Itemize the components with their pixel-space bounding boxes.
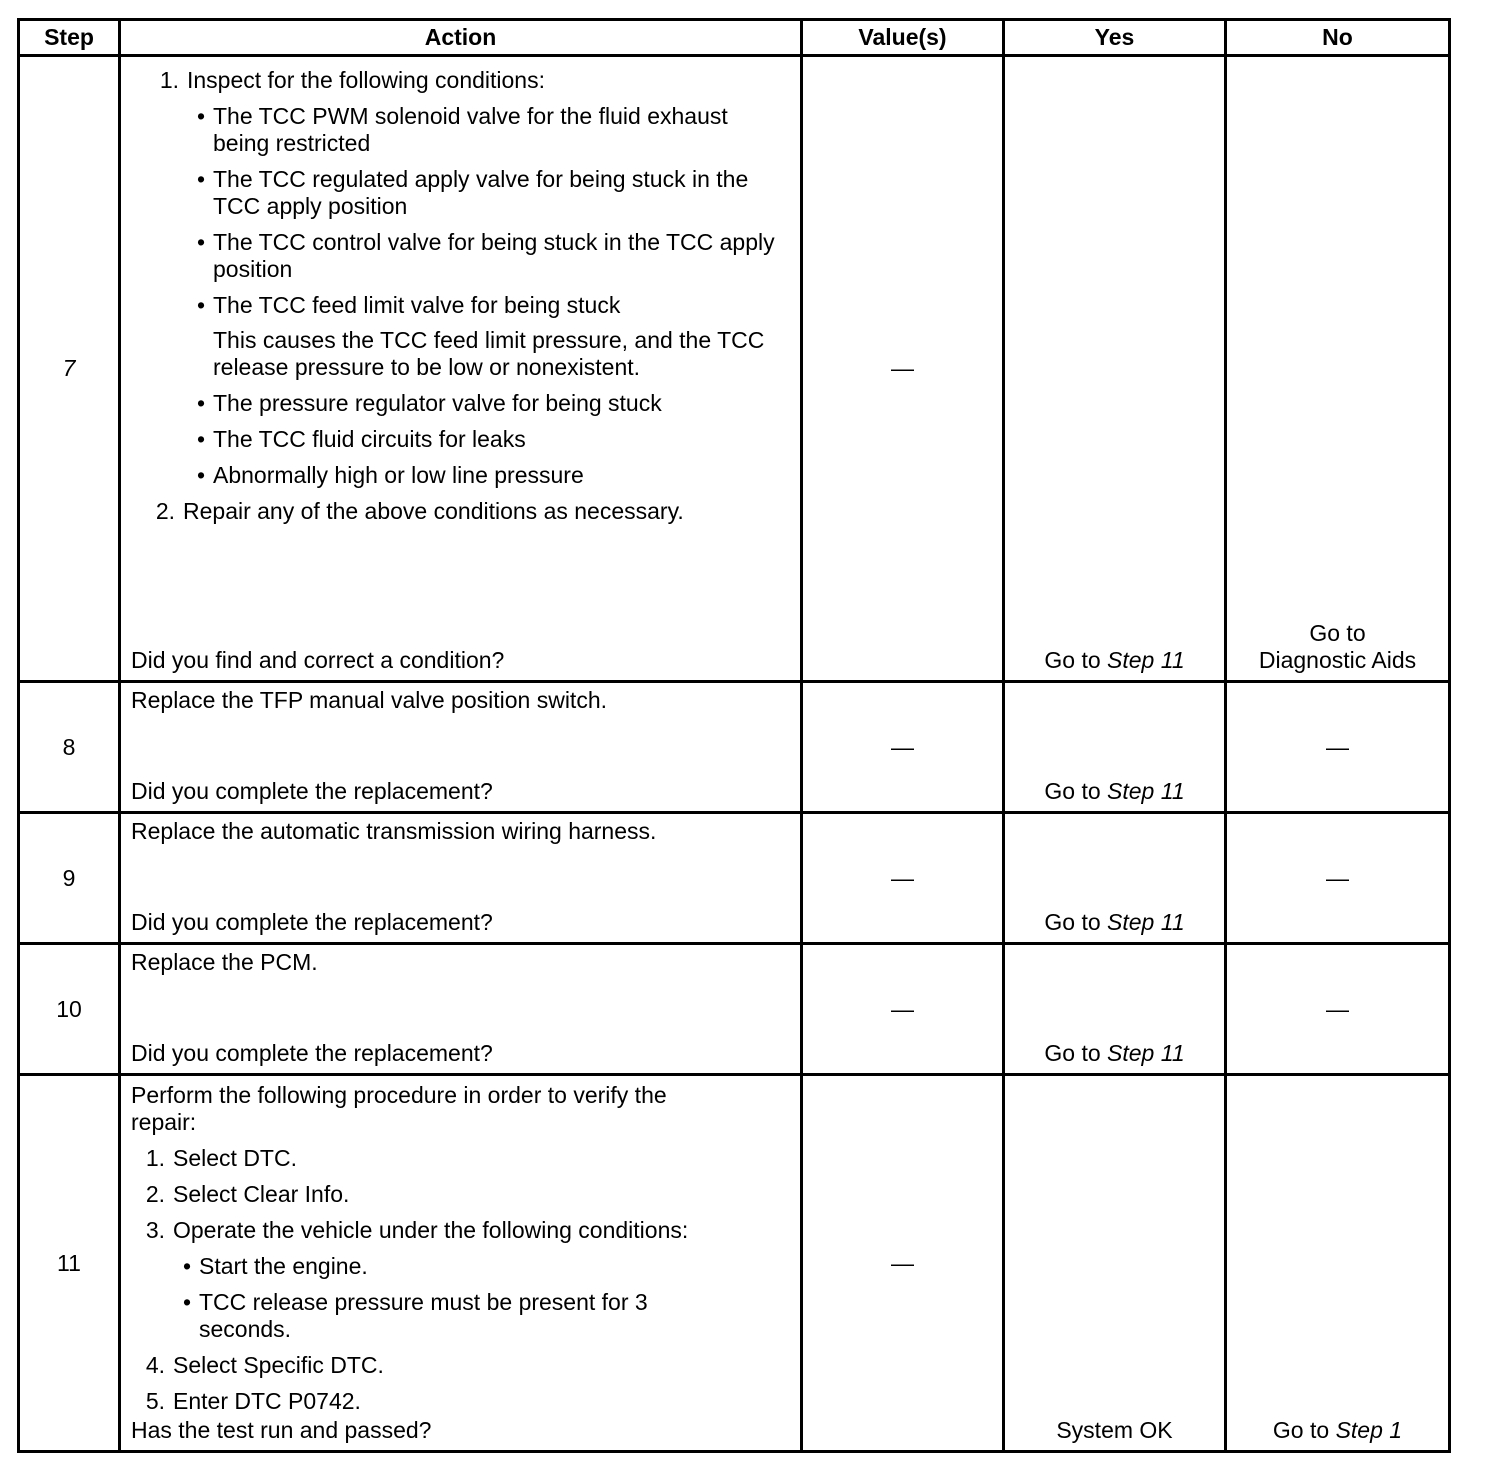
header-row <box>19 20 1450 56</box>
list-item: 1. Inspect for the following conditions: <box>159 67 545 93</box>
question-text: Has the test run and passed? <box>131 1417 432 1443</box>
list-item: • The TCC PWM solenoid valve for the fluid exhaust being restricted <box>196 103 728 156</box>
step-number: 9 <box>19 813 120 944</box>
list-item: 2. Select Clear Info. <box>145 1181 350 1207</box>
action-cell <box>120 813 802 944</box>
list-item: • TCC release pressure must be present for 3 seconds. <box>182 1289 648 1342</box>
list-item: • The TCC feed limit valve for being stuck <box>196 292 621 318</box>
list-item: 3. Operate the vehicle under the following conditions: <box>145 1217 689 1243</box>
value-cell: — <box>802 944 1004 1075</box>
list-item: • Abnormally high or low line pressure <box>196 462 584 488</box>
question-text: Did you complete the replacement? <box>131 909 493 935</box>
table-row <box>19 56 1450 682</box>
list-item: • Start the engine. <box>182 1253 368 1279</box>
instruction-text: Replace the automatic transmission wiring harness. <box>131 818 657 844</box>
yes-cell: Go to Step 11 <box>1004 813 1226 944</box>
list-item: • The pressure regulator valve for being stuck <box>196 390 662 416</box>
instruction-text: Replace the PCM. <box>131 949 318 975</box>
no-cell: — <box>1226 944 1450 1075</box>
value-cell: — <box>802 56 1004 682</box>
step-number: 8 <box>19 682 120 813</box>
header-action: Action <box>120 20 802 56</box>
value-cell: — <box>802 1075 1004 1452</box>
step-link[interactable]: Step 1 <box>1335 1417 1403 1443</box>
table-row <box>19 944 1450 1075</box>
question-text: Did you find and correct a condition? <box>131 647 505 673</box>
question-text: Did you complete the replacement? <box>131 1040 493 1066</box>
intro-text: Perform the following procedure in order to verify the repair: <box>131 1082 667 1135</box>
step-number: 7 <box>19 56 120 682</box>
no-cell: Go to Diagnostic Aids <box>1226 56 1450 682</box>
value-cell: — <box>802 813 1004 944</box>
action-cell <box>120 944 802 1075</box>
step-link[interactable]: Step 11 <box>1107 647 1185 673</box>
step-link[interactable]: Step 11 <box>1107 909 1185 935</box>
question-text: Did you complete the replacement? <box>131 778 493 804</box>
step-link[interactable]: Step 11 <box>1107 778 1185 804</box>
diagnostic-table <box>17 18 1451 1453</box>
value-cell: — <box>802 682 1004 813</box>
list-item: • The TCC control valve for being stuck in the TCC apply position <box>196 229 775 282</box>
no-cell: Go to Step 1 <box>1226 1075 1450 1452</box>
action-cell <box>120 1075 802 1452</box>
list-item: 4. Select Specific DTC. <box>145 1352 384 1378</box>
table-row <box>19 682 1450 813</box>
step-link[interactable]: Step 11 <box>1107 1040 1185 1066</box>
yes-cell: Go to Step 11 <box>1004 944 1226 1075</box>
step-number: 11 <box>19 1075 120 1452</box>
header-yes: Yes <box>1004 20 1226 56</box>
list-item: 1. Select DTC. <box>145 1145 297 1171</box>
yes-cell: Go to Step 11 <box>1004 682 1226 813</box>
header-step: Step <box>19 20 120 56</box>
header-no: No <box>1226 20 1450 56</box>
step-number: 10 <box>19 944 120 1075</box>
system-ok-text: System OK <box>1056 1417 1173 1443</box>
action-cell <box>120 682 802 813</box>
diagnostic-aids-link[interactable]: Diagnostic Aids <box>1258 647 1417 673</box>
yes-cell <box>1004 1075 1226 1452</box>
table-row <box>19 813 1450 944</box>
yes-cell: Go to Step 11 <box>1004 56 1226 682</box>
list-item: 5. Enter DTC P0742. <box>145 1388 361 1414</box>
header-values: Value(s) <box>802 20 1004 56</box>
list-item: • The TCC regulated apply valve for being stuck in the TCC apply position <box>196 166 749 219</box>
list-item: 2. Repair any of the above conditions as necessary. <box>155 498 684 524</box>
instruction-text: Replace the TFP manual valve position switch. <box>131 687 608 713</box>
no-cell: — <box>1226 682 1450 813</box>
bullet-note: This causes the TCC feed limit pressure, and the TCC release pressure to be low or nonexistent. <box>213 327 765 380</box>
action-cell <box>120 56 802 682</box>
table-row <box>19 1075 1450 1452</box>
no-cell: — <box>1226 813 1450 944</box>
list-item: • The TCC fluid circuits for leaks <box>196 426 526 452</box>
